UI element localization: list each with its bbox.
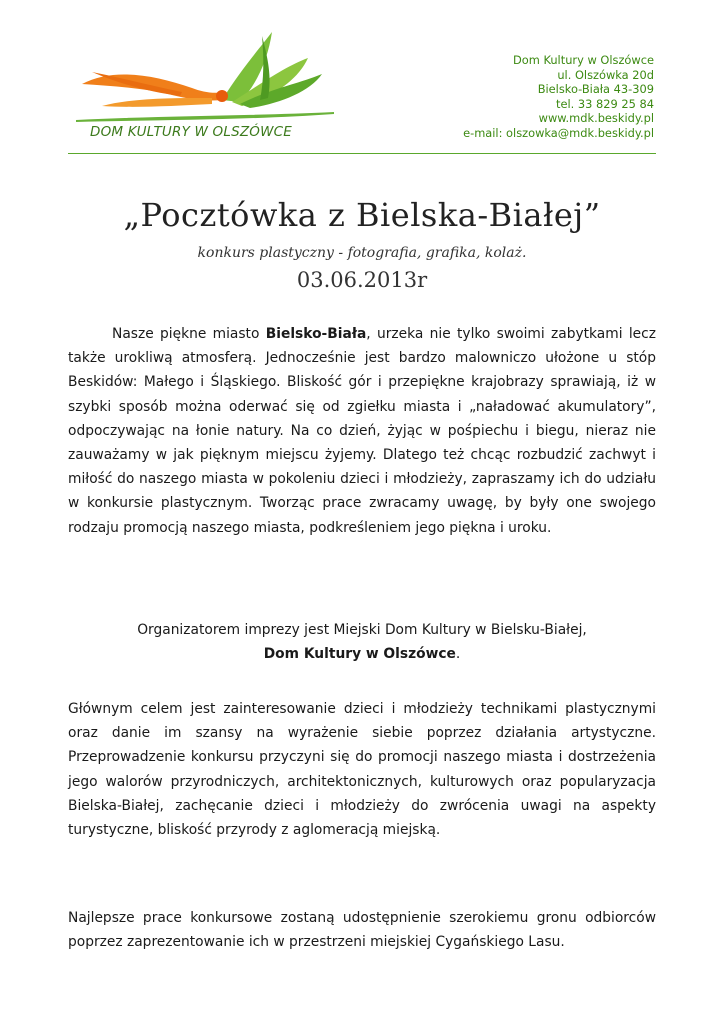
contact-city: Bielsko-Biała 43-309 — [537, 82, 654, 97]
organizer-period: . — [455, 646, 461, 663]
contact-block — [463, 53, 654, 141]
organizer-name-line — [68, 642, 656, 666]
paragraph-organizer — [68, 618, 656, 666]
logo-graphic — [72, 28, 344, 128]
organizer-name-bold: Dom Kultury w Olszówce — [263, 646, 456, 663]
header-divider — [68, 153, 656, 154]
contact-street: ul. Olszówka 20d — [557, 67, 654, 82]
letterhead — [0, 0, 724, 160]
logo-text: DOM KULTURY W OLSZÓWCE — [90, 124, 293, 140]
city-name-bold: Bielsko-Biała — [265, 326, 367, 342]
paragraph-intro-start: Nasze piękne miasto — [112, 326, 266, 342]
paragraph-goal: Głównym celem jest zainteresowanie dzieci i młodzieży technikami plastycznymi oraz danie im szansy na wyrażenie siebie poprzez działania artystyczne. Przeprowadzenie konkursu przyczyni się do promocji naszego miasta i dostrzeżenia jego walorów przyrodniczych, architektonicznych, kulturowych oraz popularyzacja Bielska-Białej, zachęcanie dzieci i młodzieży do zwrócenia uwagi na aspekty turystyczne, bliskość przyrody z aglomeracją miejską. — [68, 701, 656, 839]
logo — [72, 28, 344, 148]
contact-phone: tel. 33 829 25 84 — [556, 96, 654, 111]
document-title: „Pocztówka z Bielska-Białej” — [123, 196, 601, 234]
paragraph-results: Najlepsze prace konkursowe zostaną udostępnienie szerokiemu gronu odbiorców poprzez zaprezentowanie ich w przestrzeni miejskiej Cygańskiego Lasu. — [68, 910, 656, 951]
contact-website[interactable]: www.mdk.beskidy.pl — [538, 111, 654, 126]
paragraph-intro-rest: , urzeka nie tylko swoimi zabytkami lecz także urokliwą atmosferą. Jednocześnie jest bardzo malowniczo ułożone u stóp Beskidów: Małego i Śląskiego. Bliskość gór i przepiękne krajobrazy sprawiają, iż w szybki sposób można oderwać się od zgiełku miasta i „naładować akumulatory”, odpoczywając na łonie natury. Na co dzień, żyjąc w pośpiechu i biegu, nieraz nie zauważamy w jak pięknym miejscu żyjemy. Dlatego też chcąc rozbudzić zachwyt i miłość do naszego miasta w pokoleniu dzieci i młodzieży, zapraszamy ich do udziału w konkursie plastycznym. Tworząc prace zwracamy uwagę, by były one swojego rodzaju promocją naszego miasta, podkreśleniem jego piękna i uroku. — [68, 326, 656, 536]
document-date: 03.06.2013r — [296, 268, 428, 292]
paragraph-intro — [68, 322, 656, 540]
contact-name: Dom Kultury w Olszówce — [512, 53, 654, 67]
contact-email[interactable]: e-mail: olszowka@mdk.beskidy.pl — [463, 125, 654, 140]
document-subtitle: konkurs plastyczny - fotografia, grafika, kolaż. — [197, 245, 527, 261]
organizer-line: Organizatorem imprezy jest Miejski Dom Kultury w Bielsku-Białej, — [137, 622, 587, 638]
